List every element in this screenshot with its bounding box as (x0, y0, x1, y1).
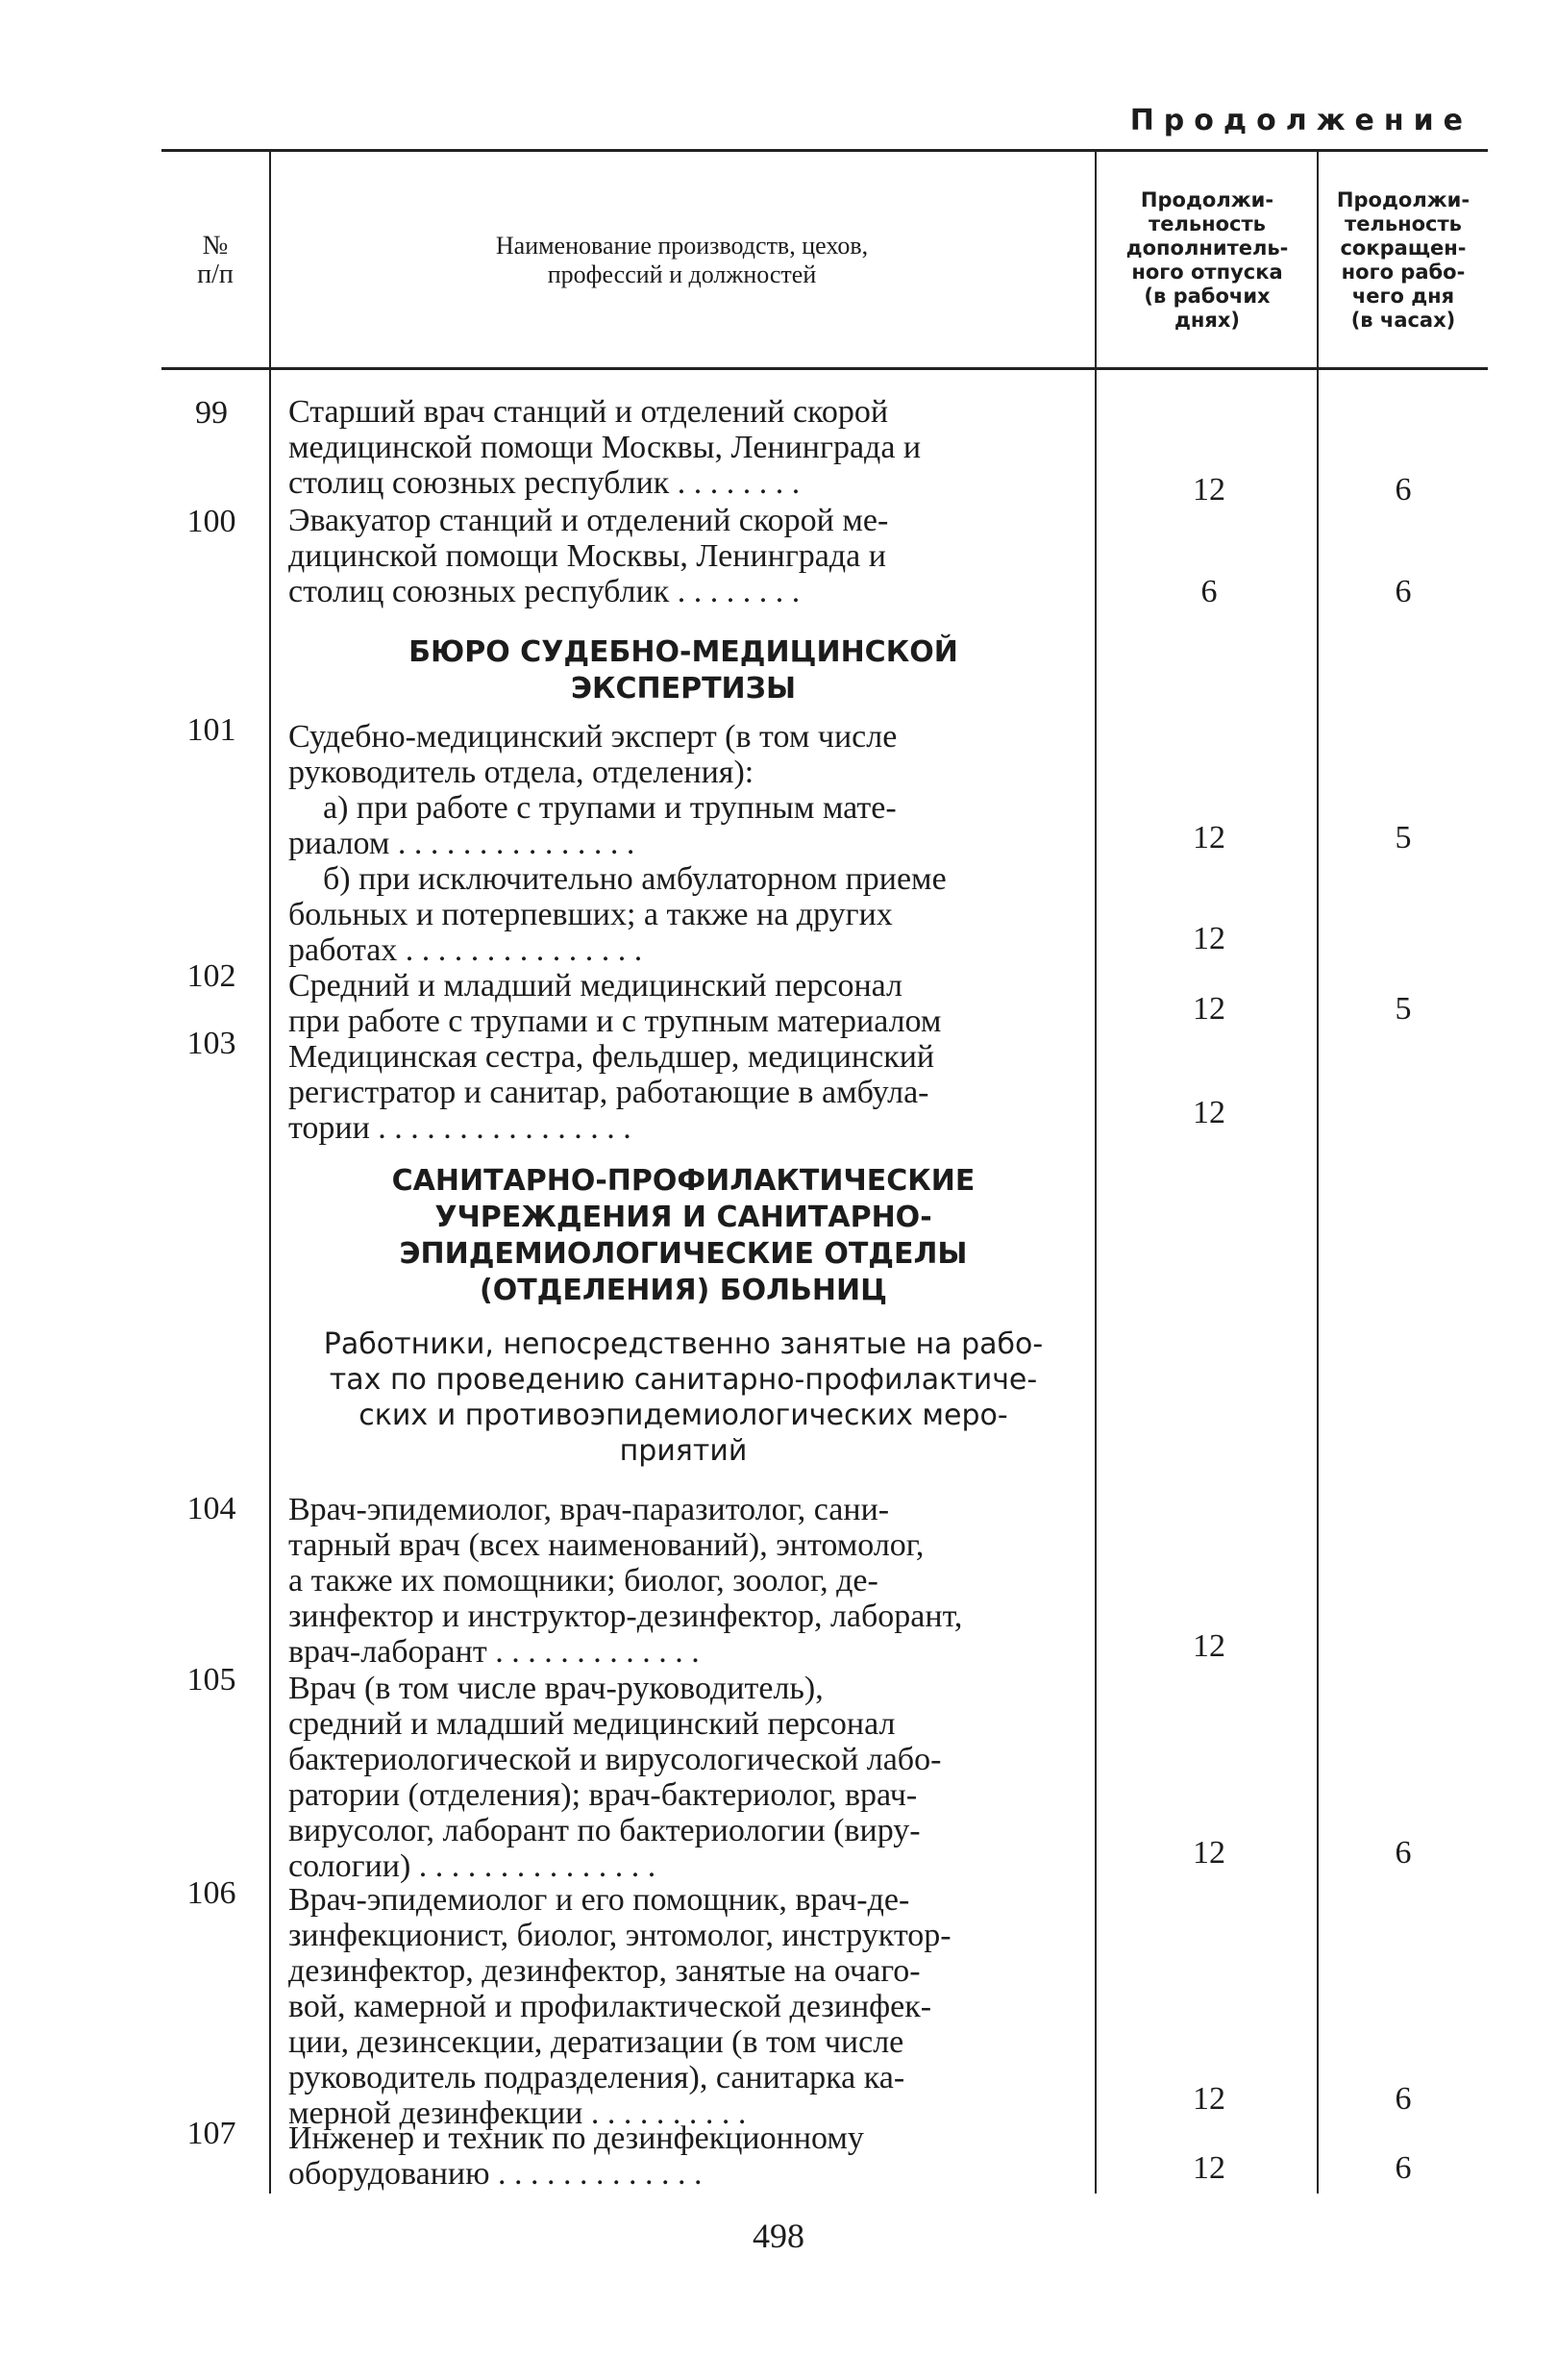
intro-line: приятий (619, 1434, 748, 1468)
extra-leave-value: 12 (1193, 1835, 1225, 1871)
short-day-value: 6 (1395, 574, 1412, 609)
row-number: 102 (186, 958, 236, 994)
row-description (288, 2120, 1078, 2192)
description-line: столиц союзных республик . . . . . . . . (288, 465, 801, 501)
row-description (288, 719, 1078, 790)
header-short-day (1319, 154, 1488, 367)
section-heading-line: (ОТДЕЛЕНИЯ) БОЛЬНИЦ (480, 1274, 887, 1307)
intro-line: ских и противоэпидемиологических меро- (358, 1399, 1008, 1432)
short-day-value: 5 (1395, 991, 1412, 1027)
description-line: медицинской помощи Москвы, Ленинграда и (288, 430, 922, 465)
description-line: Врач (в том числе врач-руководитель), (288, 1671, 824, 1706)
description-line: регистратор и санитар, работающие в амбула- (288, 1075, 929, 1110)
description-line: ратории (отделения); врач-бактериолог, врач- (288, 1777, 918, 1813)
description-line: больных и потерпевших; а также на других (288, 897, 893, 932)
description-line: Судебно-медицинский эксперт (в том числе (288, 719, 898, 755)
short-day-value: 6 (1395, 2081, 1412, 2117)
description-line: столиц союзных республик . . . . . . . . (288, 574, 801, 609)
column-divider-3 (1317, 152, 1319, 2194)
section-heading-line: САНИТАРНО-ПРОФИЛАКТИЧЕСКИЕ (391, 1164, 976, 1198)
extra-leave-value: 12 (1193, 1095, 1225, 1130)
row-number: 105 (186, 1662, 236, 1698)
row-description-sub-b (288, 861, 1078, 968)
description-line: тории . . . . . . . . . . . . . . . . (288, 1110, 631, 1146)
description-line: работах . . . . . . . . . . . . . . . (288, 932, 643, 968)
row-description (288, 1039, 1078, 1146)
description-line: при работе с трупами и с трупным материалом (288, 1004, 942, 1039)
description-line: Врач-эпидемиолог, врач-паразитолог, сани- (288, 1492, 890, 1527)
header-bottom-rule (161, 367, 1488, 370)
extra-leave-value: 12 (1193, 820, 1225, 855)
extra-leave-value: 12 (1193, 2081, 1225, 2117)
column-divider-1 (269, 152, 271, 2194)
description-line: руководитель подразделения), санитарка ка- (288, 2060, 905, 2095)
section-heading (288, 1163, 1078, 1309)
description-line: мерной дезинфекции . . . . . . . . . . (288, 2095, 747, 2131)
extra-leave-value: 12 (1193, 921, 1225, 956)
intro-line: Работники, непосредственно занятые на рабо- (323, 1327, 1044, 1361)
continuation-label: Продолжение (1129, 104, 1472, 137)
short-day-value: 6 (1395, 472, 1412, 508)
description-line: Старший врач станций и отделений скорой (288, 394, 889, 430)
extra-leave-value: 6 (1200, 574, 1218, 609)
column-divider-2 (1095, 152, 1097, 2194)
intro-line: тах по проведению санитарно-профилактиче- (329, 1363, 1038, 1397)
description-line: Врач-эпидемиолог и его помощник, врач-де- (288, 1882, 910, 1918)
header-number-text: № п/п (197, 231, 234, 289)
row-description (288, 394, 1078, 501)
extra-leave-value: 12 (1193, 472, 1225, 508)
row-description (288, 968, 1078, 1039)
section-heading-line: ЭКСПЕРТИЗЫ (570, 672, 797, 706)
description-line: вирусолог, лаборант по бактериологии (виру- (288, 1813, 921, 1848)
row-description (288, 1671, 1078, 1884)
description-line: зинфекционист, биолог, энтомолог, инструктор- (288, 1918, 952, 1953)
row-number: 103 (186, 1026, 236, 1061)
section-heading-line: БЮРО СУДЕБНО-МЕДИЦИНСКОЙ (408, 635, 958, 669)
description-line: бактериологической и вирусологической лабо- (288, 1742, 942, 1777)
header-number (161, 154, 269, 367)
header-name-text: Наименование производств, цехов, профессий и должностей (495, 232, 869, 288)
table-top-rule (161, 149, 1488, 152)
row-number: 107 (186, 2116, 236, 2151)
description-line: тарный врач (всех наименований), энтомолог, (288, 1527, 925, 1563)
extra-leave-value: 12 (1193, 991, 1225, 1027)
description-line: а также их помощники; биолог, зоолог, де- (288, 1563, 878, 1599)
description-line: сологии) . . . . . . . . . . . . . . . (288, 1848, 656, 1884)
header-extra-leave (1098, 154, 1317, 367)
short-day-value: 6 (1395, 2150, 1412, 2186)
row-number: 101 (186, 712, 236, 748)
description-line: ции, дезинсекции, дератизации (в том числе (288, 2024, 904, 2060)
header-name (271, 154, 1093, 367)
description-line: Инженер и техник по дезинфекционному (288, 2120, 864, 2156)
description-line: б) при исключительно амбулаторном приеме (323, 861, 947, 897)
description-line: средний и младший медицинский персонал (288, 1706, 896, 1742)
row-description (288, 1492, 1078, 1670)
section-heading (288, 634, 1078, 707)
row-number: 100 (186, 504, 236, 539)
row-description-sub-a (288, 790, 1078, 861)
section-heading-line: УЧРЕЖДЕНИЯ И САНИТАРНО- (434, 1201, 932, 1234)
header-short-day-text: Продолжи- тельность сокращен- ного рабо- чего дня (в часах) (1336, 188, 1470, 332)
description-line: риалом . . . . . . . . . . . . . . . (288, 826, 635, 861)
description-line: оборудованию . . . . . . . . . . . . . (288, 2156, 703, 2192)
description-line: а) при работе с трупами и трупным мате- (323, 790, 897, 826)
subsection-intro (288, 1326, 1078, 1469)
description-line: зинфектор и инструктор-дезинфектор, лаборант, (288, 1599, 963, 1634)
page-number: 498 (753, 2217, 804, 2255)
header-extra-leave-text: Продолжи- тельность дополнитель- ного отпуска (в рабочих днях) (1125, 188, 1289, 332)
section-heading-line: ЭПИДЕМИОЛОГИЧЕСКИЕ ОТДЕЛЫ (399, 1237, 968, 1271)
description-line: Медицинская сестра, фельдшер, медицинский (288, 1039, 935, 1075)
description-line: Эвакуатор станций и отделений скорой ме- (288, 503, 889, 538)
extra-leave-value: 12 (1193, 1628, 1225, 1664)
short-day-value: 5 (1395, 820, 1412, 855)
row-number: 106 (186, 1875, 236, 1911)
row-description (288, 1882, 1078, 2131)
description-line: Средний и младший медицинский персонал (288, 968, 903, 1004)
row-description (288, 503, 1078, 609)
description-line: врач-лаборант . . . . . . . . . . . . . (288, 1634, 700, 1670)
description-line: руководитель отдела, отделения): (288, 755, 754, 790)
description-line: дезинфектор, дезинфектор, занятые на очаго- (288, 1953, 921, 1989)
row-number: 104 (186, 1491, 236, 1526)
description-line: дицинской помощи Москвы, Ленинграда и (288, 538, 886, 574)
description-line: вой, камерной и профилактической дезинфек- (288, 1989, 932, 2024)
extra-leave-value: 12 (1193, 2150, 1225, 2186)
short-day-value: 6 (1395, 1835, 1412, 1871)
row-number: 99 (195, 395, 228, 431)
